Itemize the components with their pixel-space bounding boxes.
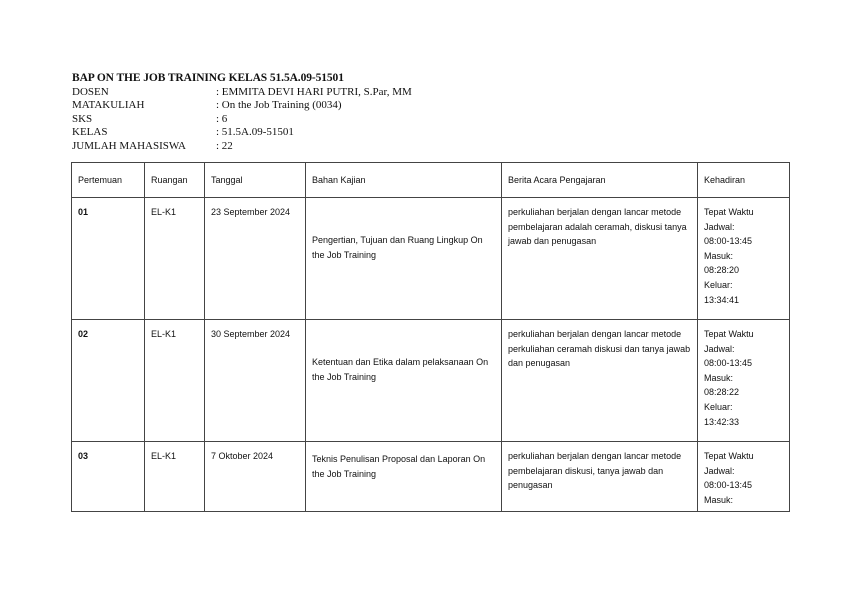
kehadiran-masuk-label: Masuk: [704,250,734,261]
cell-kehadiran [698,198,790,320]
cell-berita-acara: perkuliahan berjalan dengan lancar metode pembelajaran diskusi, tanya jawab dan penugasan [502,442,698,512]
column-header-bahan-kajian: Bahan Kajian [306,163,502,198]
table-header-row [72,163,790,198]
info-row-sks [72,113,632,127]
column-header-tanggal: Tanggal [205,163,306,198]
bap-table [71,162,790,512]
kehadiran-jadwal-label: Jadwal: [704,465,735,476]
kehadiran-status: Tepat Waktu [704,329,754,339]
info-value: : 51.5A.09-51501 [216,126,294,138]
cell-ruangan: EL-K1 [145,320,205,442]
info-row-matakuliah [72,99,632,113]
kehadiran-keluar-label: Keluar: [704,279,733,290]
kehadiran-status: Tepat Waktu [704,451,754,461]
kehadiran-keluar: 13:34:41 [704,294,740,305]
info-label: SKS [72,112,93,125]
info-label: JUMLAH MAHASISWA [72,139,186,152]
cell-pertemuan: 03 [72,442,145,512]
info-value: : On the Job Training (0034) [216,99,342,111]
cell-berita-acara: perkuliahan berjalan dengan lancar metode pembelajaran adalah ceramah, diskusi tanya jawab dan penugasan [502,198,698,320]
column-header-kehadiran: Kehadiran [698,163,790,198]
kehadiran-jadwal: 08:00-13:45 [704,358,753,369]
info-row-dosen [72,86,632,100]
table-row [72,442,790,512]
cell-bahan-kajian [306,198,502,320]
bahan-kajian-text: Ketentuan dan Etika dalam pelaksanaan On the Job Training [312,357,489,382]
column-header-pertemuan: Pertemuan [72,163,145,198]
cell-pertemuan: 01 [72,198,145,320]
info-row-jumlah-mahasiswa [72,140,632,154]
kehadiran-masuk: 08:28:22 [704,387,740,398]
cell-pertemuan: 02 [72,320,145,442]
kehadiran-jadwal-label: Jadwal: [704,343,735,354]
kehadiran-masuk-label: Masuk: [704,372,734,383]
table-row [72,320,790,442]
kehadiran-jadwal: 08:00-13:45 [704,480,753,491]
cell-tanggal: 23 September 2024 [205,198,306,320]
bahan-kajian-text: Teknis Penulisan Proposal dan Laporan On the Job Training [312,454,486,479]
document-header [72,72,632,153]
cell-tanggal: 7 Oktober 2024 [205,442,306,512]
kehadiran-masuk-label: Masuk: [704,494,734,505]
cell-bahan-kajian [306,442,502,512]
cell-bahan-kajian [306,320,502,442]
document-title: BAP ON THE JOB TRAINING KELAS 51.5A.09-51501 [72,72,344,84]
info-row-kelas [72,126,632,140]
table-row [72,198,790,320]
info-label: DOSEN [72,85,109,98]
kehadiran-masuk: 08:28:20 [704,265,740,276]
info-label: KELAS [72,126,108,138]
kehadiran-status: Tepat Waktu [704,207,754,217]
kehadiran-keluar-label: Keluar: [704,401,733,412]
column-header-ruangan: Ruangan [145,163,205,198]
kehadiran-jadwal-label: Jadwal: [704,221,735,232]
cell-kehadiran [698,442,790,512]
info-label: MATAKULIAH [72,99,145,111]
cell-tanggal: 30 September 2024 [205,320,306,442]
kehadiran-jadwal: 08:00-13:45 [704,236,753,247]
cell-kehadiran [698,320,790,442]
info-value: : 22 [216,139,233,152]
bahan-kajian-text: Pengertian, Tujuan dan Ruang Lingkup On the Job Training [312,235,483,260]
column-header-berita-acara: Berita Acara Pengajaran [502,163,698,198]
cell-ruangan: EL-K1 [145,198,205,320]
kehadiran-keluar: 13:42:33 [704,416,740,427]
info-value: : EMMITA DEVI HARI PUTRI, S.Par, MM [216,85,412,98]
cell-ruangan: EL-K1 [145,442,205,512]
cell-berita-acara: perkuliahan berjalan dengan lancar metode perkuliahan ceramah diskusi dan tanya jawab dan penugasan [502,320,698,442]
info-value: : 6 [216,112,228,125]
